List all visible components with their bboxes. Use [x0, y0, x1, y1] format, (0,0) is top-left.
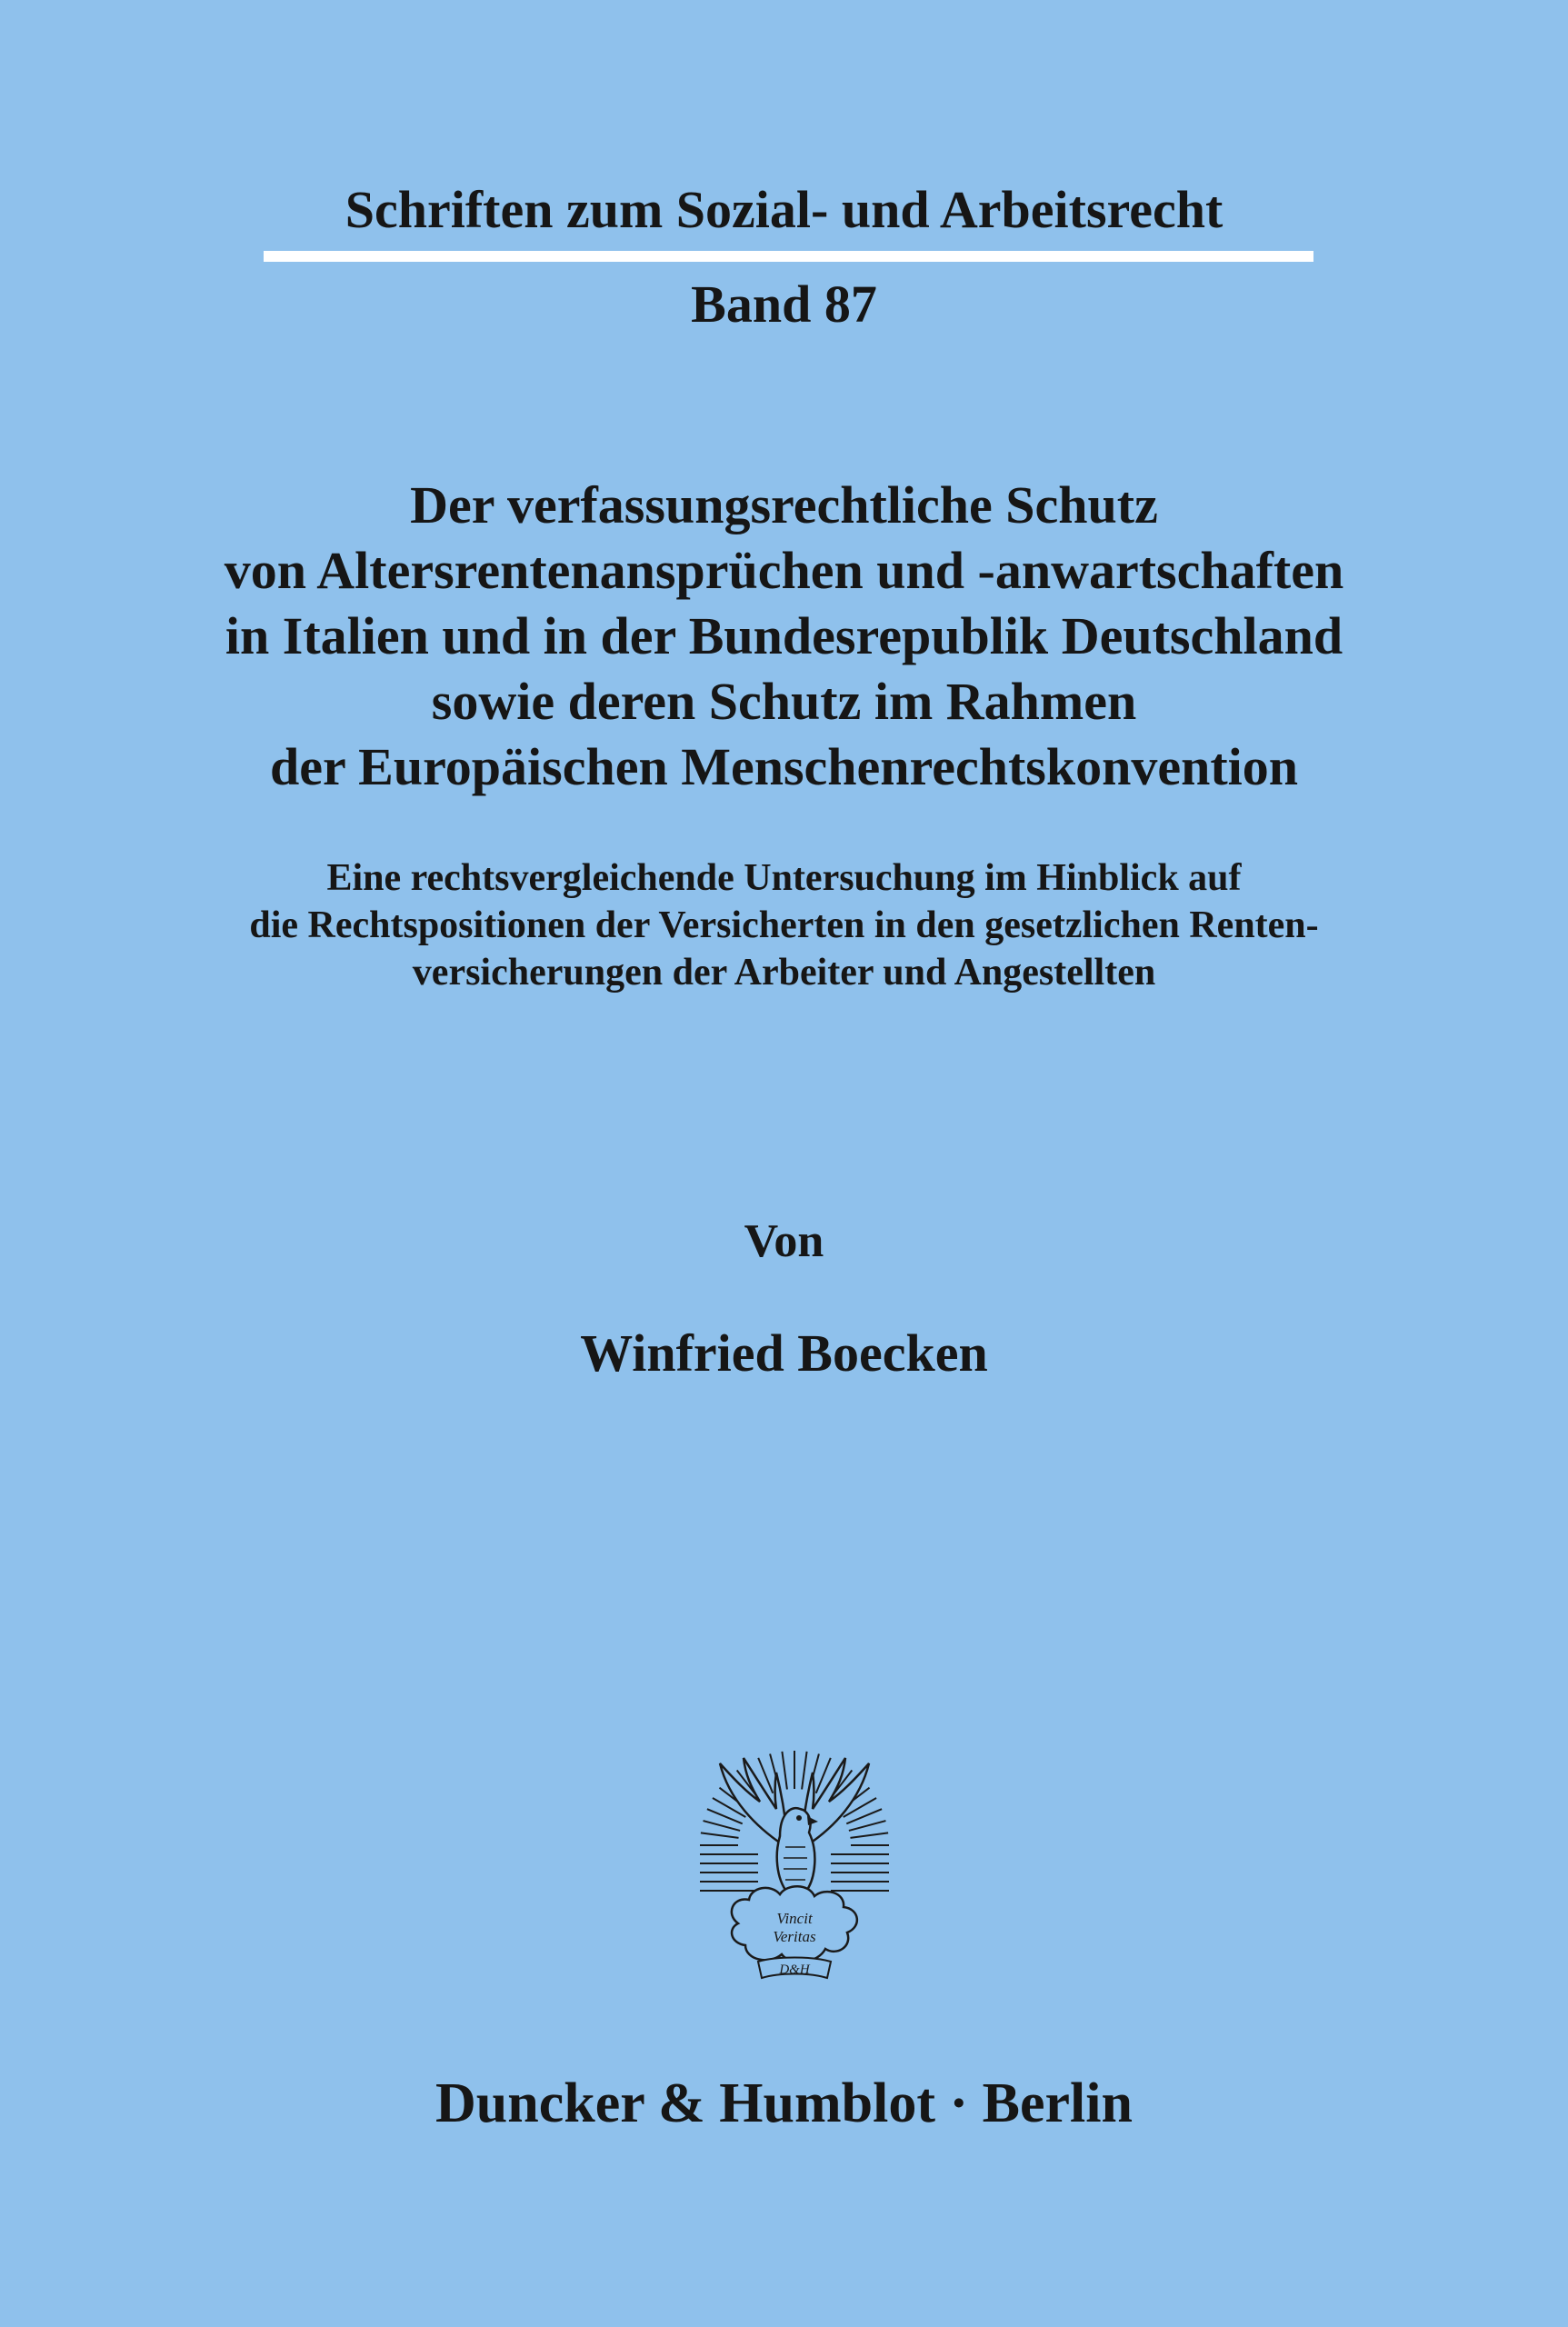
title-line: der Europäischen Menschenrechtskonvention	[269, 737, 1299, 796]
by-label: Von	[744, 1215, 824, 1267]
title-line: von Altersrentenansprüchen und -anwartschaften	[224, 541, 1344, 600]
sun-ray	[782, 1752, 786, 1790]
sun-ray	[704, 1821, 741, 1831]
logo-initials: D&H	[779, 1962, 810, 1977]
logo-motto-line1: Vincit	[776, 1910, 813, 1927]
sun-ray	[701, 1833, 739, 1837]
series-divider	[264, 251, 1313, 262]
sun-ray	[802, 1752, 806, 1790]
book-title	[0, 473, 1568, 800]
title-line: Der verfassungsrechtliche Schutz	[410, 475, 1158, 534]
publisher-name: Duncker & Humblot · Berlin	[434, 2072, 1133, 2134]
subtitle-line: die Rechtspositionen der Versicherten in den gesetzlichen Renten-	[249, 904, 1319, 946]
sun-ray	[849, 1821, 886, 1831]
subtitle-line: versicherungen der Arbeiter und Angestellten	[412, 952, 1156, 994]
book-subtitle	[0, 854, 1568, 996]
series-title: Schriften zum Sozial- und Arbeitsrecht	[345, 180, 1223, 239]
title-line: sowie deren Schutz im Rahmen	[431, 672, 1137, 731]
subtitle-line: Eine rechtsvergleichende Untersuchung im Hinblick auf	[326, 857, 1242, 899]
sun-ray	[850, 1833, 888, 1837]
title-line: in Italien und in der Bundesrepublik Deutschland	[225, 606, 1343, 665]
volume-number: Band 87	[691, 275, 877, 334]
logo-motto-line2: Veritas	[773, 1928, 816, 1945]
author-name: Winfried Boecken	[580, 1323, 988, 1383]
eagle-sunburst-icon	[693, 1745, 896, 1985]
